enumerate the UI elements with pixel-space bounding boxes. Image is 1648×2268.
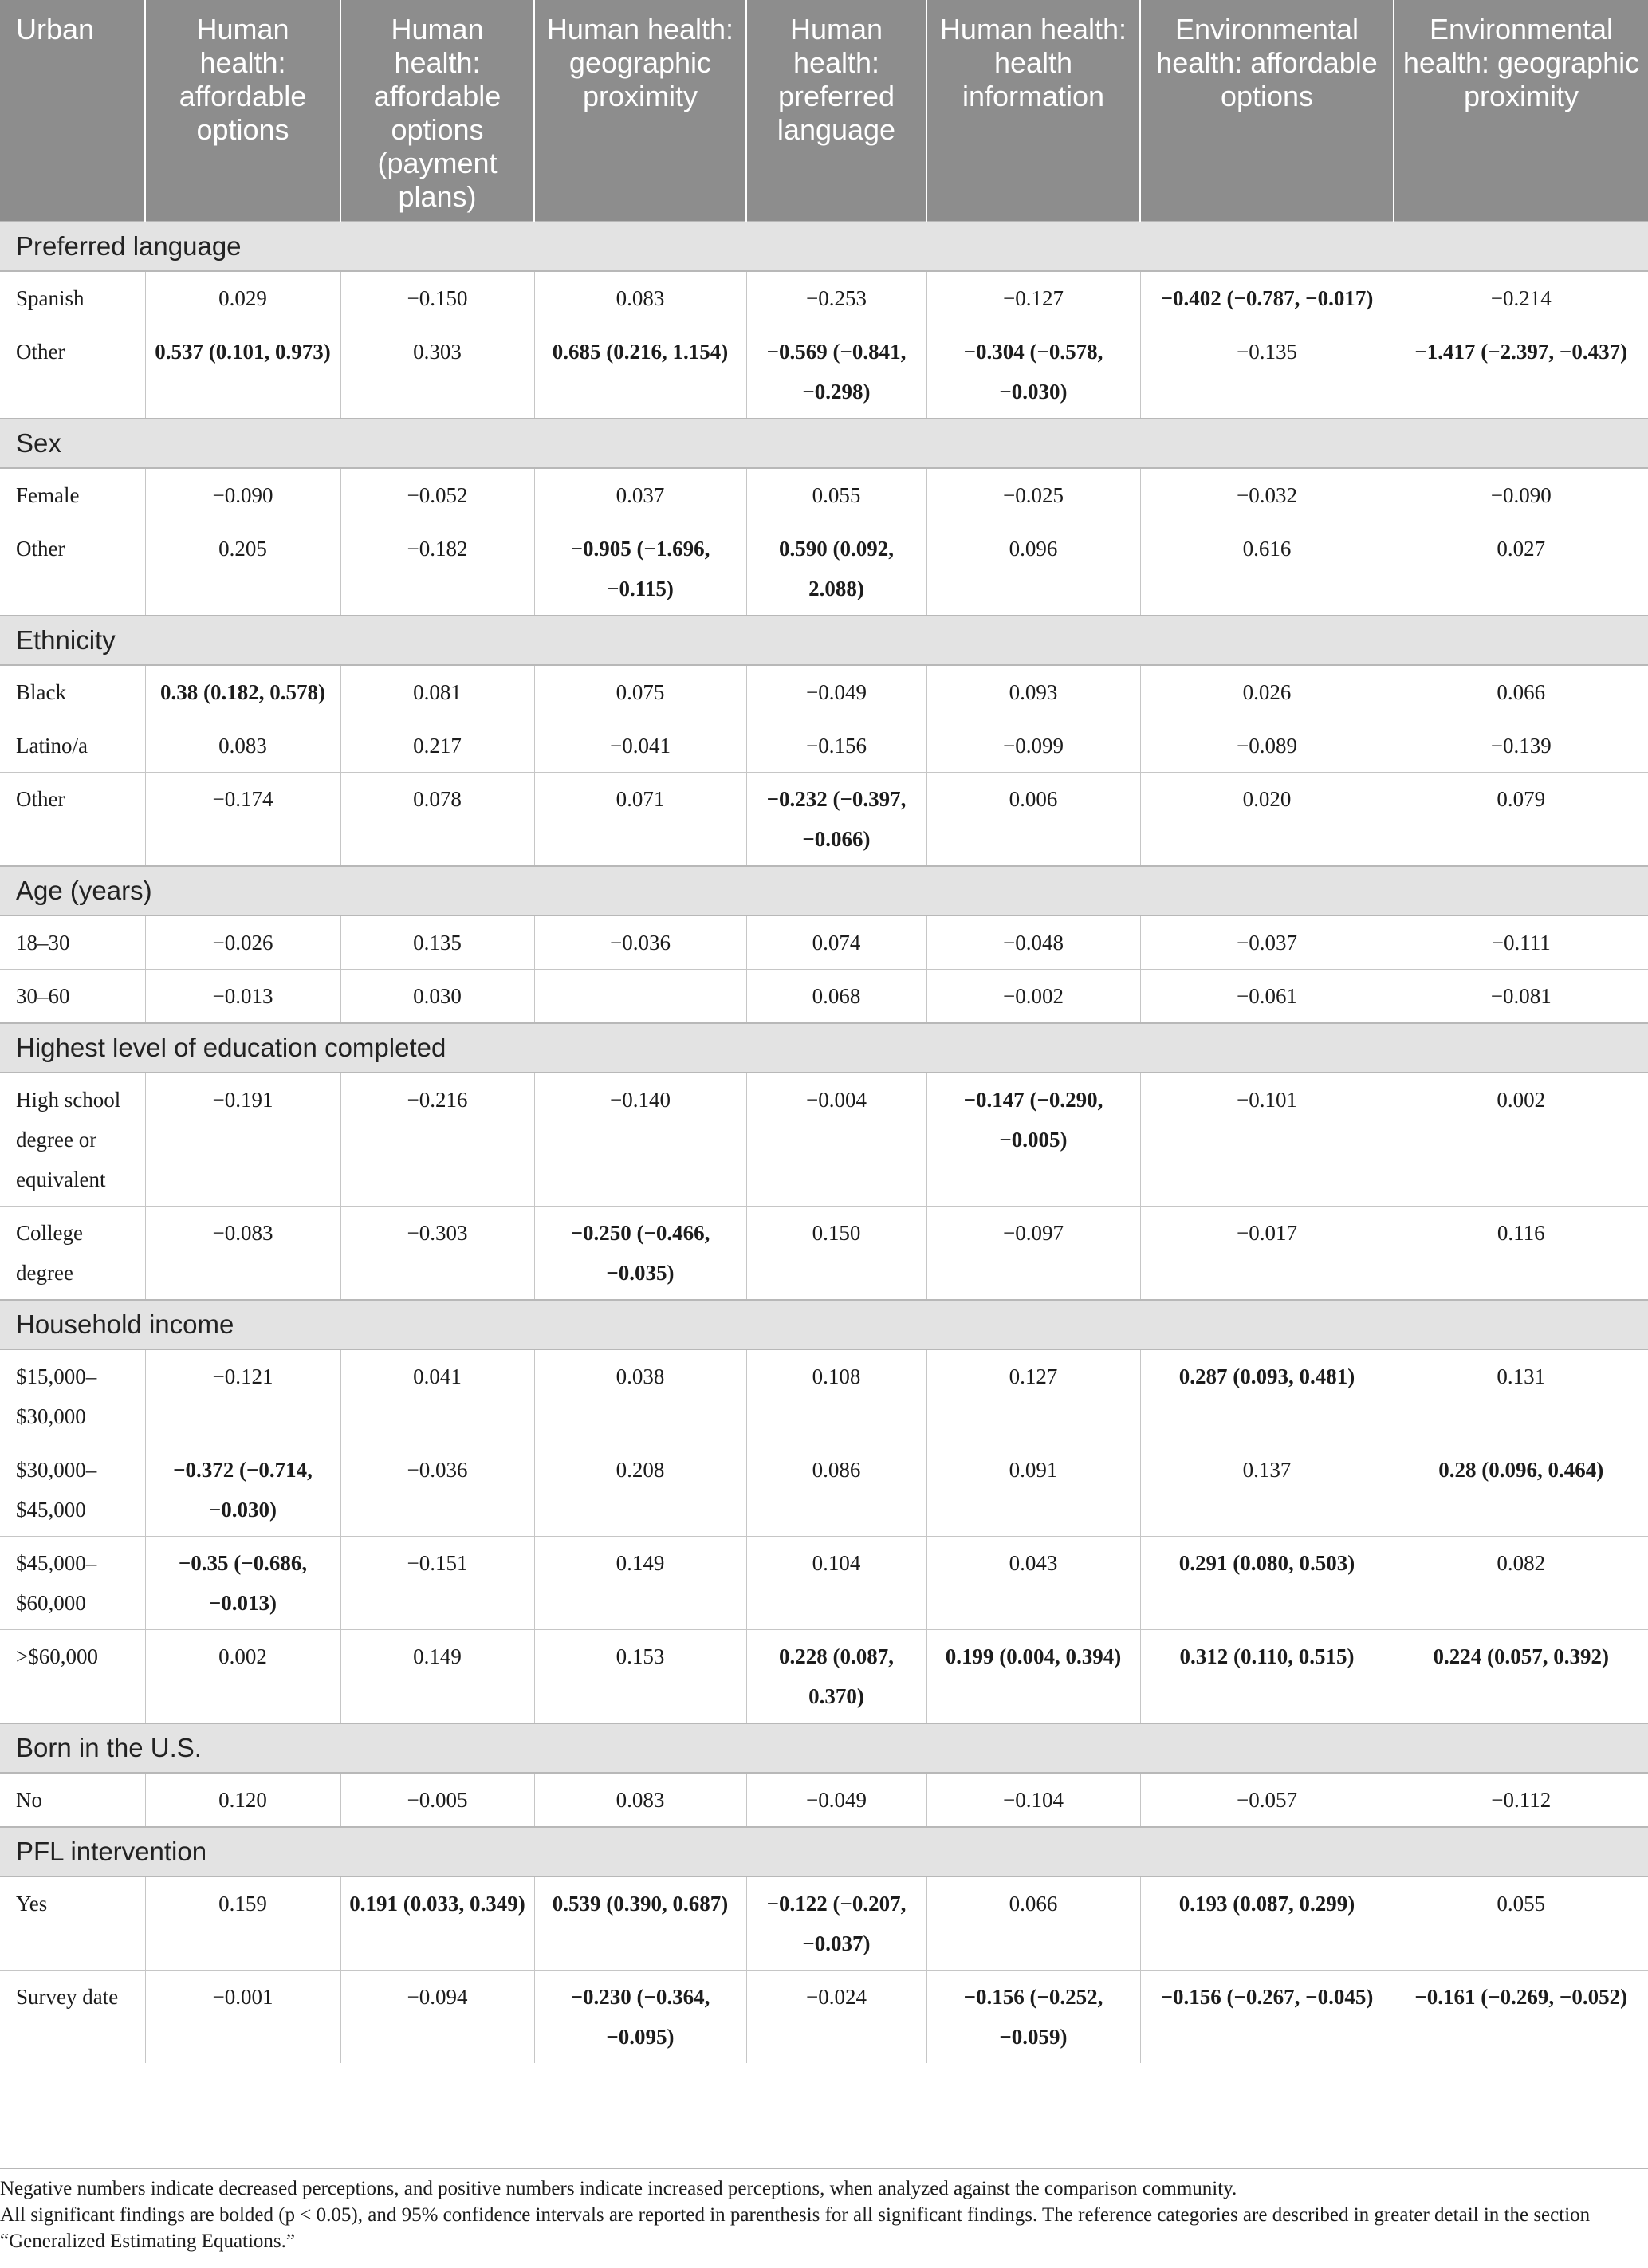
table-cell: −0.037: [1140, 915, 1394, 970]
table-cell: 0.026: [1140, 665, 1394, 719]
table-cell: 0.075: [534, 665, 746, 719]
table-cell: −0.001: [145, 1971, 340, 2064]
header-cell: Human health: affordable options: [145, 0, 340, 222]
table-row: [0, 1876, 1648, 1971]
table-cell: −0.090: [1394, 468, 1648, 522]
header-cell: Human health: preferred language: [746, 0, 926, 222]
table-cell: 0.029: [145, 271, 340, 325]
table-cell: 0.055: [1394, 1876, 1648, 1971]
row-label: College degree: [0, 1207, 145, 1301]
table-cell: −0.253: [746, 271, 926, 325]
table-cell: 0.104: [746, 1537, 926, 1630]
header-cell: Environmental health: affordable options: [1140, 0, 1394, 222]
row-label: Survey date: [0, 1971, 145, 2064]
table-cell: −0.111: [1394, 915, 1648, 970]
table-row: [0, 773, 1648, 867]
table-cell: 0.108: [746, 1349, 926, 1443]
section-row: [0, 222, 1648, 271]
section-row: [0, 419, 1648, 468]
table-cell: 0.303: [340, 325, 534, 419]
table-cell: 0.027: [1394, 522, 1648, 616]
header-cell: Environmental health: geographic proximity: [1394, 0, 1648, 222]
table-cell: −0.099: [926, 719, 1140, 773]
table-cell: 0.217: [340, 719, 534, 773]
table-cell: −0.041: [534, 719, 746, 773]
table-cell: −0.057: [1140, 1773, 1394, 1827]
table-cell: −0.139: [1394, 719, 1648, 773]
table-row: [0, 1537, 1648, 1630]
table-cell: 0.006: [926, 773, 1140, 867]
table-cell: 0.116: [1394, 1207, 1648, 1301]
table-cell: 0.616: [1140, 522, 1394, 616]
row-label: 30–60: [0, 970, 145, 1024]
table-cell: 0.068: [746, 970, 926, 1024]
table-cell: 0.150: [746, 1207, 926, 1301]
table-row: [0, 522, 1648, 616]
table-cell: 0.055: [746, 468, 926, 522]
section-title: Ethnicity: [0, 616, 1648, 665]
row-label: $45,000– $60,000: [0, 1537, 145, 1630]
section-title: Sex: [0, 419, 1648, 468]
table-row: [0, 1630, 1648, 1724]
row-label: Latino/a: [0, 719, 145, 773]
table-cell: 0.074: [746, 915, 926, 970]
section-row: [0, 616, 1648, 665]
table-cell: −0.250 (−0.466, −0.035): [534, 1207, 746, 1301]
table-cell: −0.147 (−0.290, −0.005): [926, 1073, 1140, 1207]
table-cell: −0.161 (−0.269, −0.052): [1394, 1971, 1648, 2064]
header-cell: Human health: affordable options (payment plans): [340, 0, 534, 222]
table-cell: 0.208: [534, 1443, 746, 1537]
table-cell: 0.149: [340, 1630, 534, 1724]
table-cell: 0.037: [534, 468, 746, 522]
section-title: Born in the U.S.: [0, 1723, 1648, 1773]
section-row: [0, 1300, 1648, 1349]
row-label: Black: [0, 665, 145, 719]
table-cell: −0.104: [926, 1773, 1140, 1827]
row-label: Yes: [0, 1876, 145, 1971]
table-cell: 0.191 (0.033, 0.349): [340, 1876, 534, 1971]
table-cell: 0.002: [1394, 1073, 1648, 1207]
table-row: [0, 915, 1648, 970]
table-body: [0, 222, 1648, 2063]
table-cell: 0.539 (0.390, 0.687): [534, 1876, 746, 1971]
row-label: $15,000– $30,000: [0, 1349, 145, 1443]
table-cell: −0.083: [145, 1207, 340, 1301]
table-cell: −0.402 (−0.787, −0.017): [1140, 271, 1394, 325]
table-cell: −0.002: [926, 970, 1140, 1024]
table-cell: −0.024: [746, 1971, 926, 2064]
section-title: Household income: [0, 1300, 1648, 1349]
table-header: [0, 0, 1648, 222]
table-cell: −0.905 (−1.696, −0.115): [534, 522, 746, 616]
table-cell: −0.214: [1394, 271, 1648, 325]
table-cell: 0.291 (0.080, 0.503): [1140, 1537, 1394, 1630]
table-cell: 0.041: [340, 1349, 534, 1443]
table-cell: −0.036: [534, 915, 746, 970]
table-cell: 0.287 (0.093, 0.481): [1140, 1349, 1394, 1443]
table-cell: −0.150: [340, 271, 534, 325]
table-cell: −0.121: [145, 1349, 340, 1443]
table-cell: −0.135: [1140, 325, 1394, 419]
table-cell: −0.304 (−0.578, −0.030): [926, 325, 1140, 419]
table-cell: 0.127: [926, 1349, 1140, 1443]
table-cell: −0.191: [145, 1073, 340, 1207]
table-row: [0, 1443, 1648, 1537]
table-cell: 0.153: [534, 1630, 746, 1724]
header-cell-urban: Urban: [0, 0, 145, 222]
section-title: Preferred language: [0, 222, 1648, 271]
table-cell: −0.036: [340, 1443, 534, 1537]
table-cell: 0.078: [340, 773, 534, 867]
table-cell: 0.043: [926, 1537, 1140, 1630]
section-row: [0, 866, 1648, 915]
table-cell: 0.086: [746, 1443, 926, 1537]
table-footnotes: [0, 2168, 1648, 2254]
table-cell: 0.224 (0.057, 0.392): [1394, 1630, 1648, 1724]
table-cell: −0.230 (−0.364, −0.095): [534, 1971, 746, 2064]
table-cell: −0.097: [926, 1207, 1140, 1301]
table-cell: −0.048: [926, 915, 1140, 970]
header-cell: Human health: health information: [926, 0, 1140, 222]
table-cell: 0.030: [340, 970, 534, 1024]
table-row: [0, 1073, 1648, 1207]
table-row: [0, 1971, 1648, 2064]
table-cell: 0.038: [534, 1349, 746, 1443]
table-row: [0, 271, 1648, 325]
table-cell: 0.083: [534, 271, 746, 325]
table-cell: 0.096: [926, 522, 1140, 616]
table-cell: 0.193 (0.087, 0.299): [1140, 1876, 1394, 1971]
table-cell: −0.005: [340, 1773, 534, 1827]
table-cell: −0.101: [1140, 1073, 1394, 1207]
header-row: [0, 0, 1648, 222]
table-cell: −0.156: [746, 719, 926, 773]
table-cell: 0.066: [926, 1876, 1140, 1971]
table-row: [0, 325, 1648, 419]
table-cell: 0.590 (0.092, 2.088): [746, 522, 926, 616]
row-label: 18–30: [0, 915, 145, 970]
header-cell: Human health: geographic proximity: [534, 0, 746, 222]
table-cell: −0.174: [145, 773, 340, 867]
section-row: [0, 1023, 1648, 1073]
table-cell: 0.685 (0.216, 1.154): [534, 325, 746, 419]
table-cell: −0.052: [340, 468, 534, 522]
table-cell: 0.228 (0.087, 0.370): [746, 1630, 926, 1724]
footnote: Negative numbers indicate decreased perceptions, and positive numbers indicate increased perceptions, when analyzed against the comparison community.: [0, 2178, 1237, 2199]
table-cell: 0.093: [926, 665, 1140, 719]
table-cell: 0.149: [534, 1537, 746, 1630]
section-title: Highest level of education completed: [0, 1023, 1648, 1073]
row-label: High school degree or equivalent: [0, 1073, 145, 1207]
table-cell: 0.131: [1394, 1349, 1648, 1443]
table-cell: −0.049: [746, 1773, 926, 1827]
table-cell: 0.137: [1140, 1443, 1394, 1537]
row-label: Female: [0, 468, 145, 522]
table-cell: 0.066: [1394, 665, 1648, 719]
table-cell: −0.569 (−0.841, −0.298): [746, 325, 926, 419]
row-label: Other: [0, 773, 145, 867]
table-cell: 0.071: [534, 773, 746, 867]
table-cell: −0.026: [145, 915, 340, 970]
table-cell: 0.537 (0.101, 0.973): [145, 325, 340, 419]
table-cell: 0.38 (0.182, 0.578): [145, 665, 340, 719]
table-cell: −0.182: [340, 522, 534, 616]
table-cell: 0.081: [340, 665, 534, 719]
row-label: No: [0, 1773, 145, 1827]
table-cell: −0.017: [1140, 1207, 1394, 1301]
table-cell: −0.303: [340, 1207, 534, 1301]
table-cell: −0.061: [1140, 970, 1394, 1024]
table-row: [0, 1773, 1648, 1827]
table-row: [0, 468, 1648, 522]
table-row: [0, 1349, 1648, 1443]
table-cell: 0.091: [926, 1443, 1140, 1537]
table-cell: −0.372 (−0.714, −0.030): [145, 1443, 340, 1537]
table-cell: −0.112: [1394, 1773, 1648, 1827]
table-cell: −0.025: [926, 468, 1140, 522]
table-cell: −0.156 (−0.252, −0.059): [926, 1971, 1140, 2064]
table-cell: −0.151: [340, 1537, 534, 1630]
section-title: PFL intervention: [0, 1827, 1648, 1876]
row-label: >$60,000: [0, 1630, 145, 1724]
section-row: [0, 1827, 1648, 1876]
table-row: [0, 719, 1648, 773]
table-cell: 0.082: [1394, 1537, 1648, 1630]
section-row: [0, 1723, 1648, 1773]
table-row: [0, 1207, 1648, 1301]
table-cell: 0.205: [145, 522, 340, 616]
table-cell: −1.417 (−2.397, −0.437): [1394, 325, 1648, 419]
table-cell: 0.079: [1394, 773, 1648, 867]
table-row: [0, 665, 1648, 719]
table-cell: −0.127: [926, 271, 1140, 325]
table-cell: 0.199 (0.004, 0.394): [926, 1630, 1140, 1724]
table-cell: −0.140: [534, 1073, 746, 1207]
table-cell: 0.083: [145, 719, 340, 773]
row-label: Other: [0, 522, 145, 616]
table-cell: −0.089: [1140, 719, 1394, 773]
table-cell: −0.156 (−0.267, −0.045): [1140, 1971, 1394, 2064]
section-title: Age (years): [0, 866, 1648, 915]
table-cell: −0.032: [1140, 468, 1394, 522]
row-label: Spanish: [0, 271, 145, 325]
table-cell: −0.004: [746, 1073, 926, 1207]
table-cell: 0.28 (0.096, 0.464): [1394, 1443, 1648, 1537]
table-cell: 0.312 (0.110, 0.515): [1140, 1630, 1394, 1724]
table-row: [0, 970, 1648, 1024]
table-cell: 0.020: [1140, 773, 1394, 867]
table-cell: −0.122 (−0.207, −0.037): [746, 1876, 926, 1971]
table-cell: −0.081: [1394, 970, 1648, 1024]
table-cell: 0.120: [145, 1773, 340, 1827]
row-label: $30,000– $45,000: [0, 1443, 145, 1537]
table-cell: −0.216: [340, 1073, 534, 1207]
table-cell: −0.094: [340, 1971, 534, 2064]
table-cell: 0.002: [145, 1630, 340, 1724]
table-cell: −0.049: [746, 665, 926, 719]
table-cell: 0.159: [145, 1876, 340, 1971]
table-cell: −0.232 (−0.397, −0.066): [746, 773, 926, 867]
table-cell: −0.013: [145, 970, 340, 1024]
table-cell: 0.083: [534, 1773, 746, 1827]
table-cell: −0.090: [145, 468, 340, 522]
table-cell: −0.35 (−0.686, −0.013): [145, 1537, 340, 1630]
table-cell: [534, 970, 746, 1024]
table-cell: 0.135: [340, 915, 534, 970]
footnote: All significant findings are bolded (p < 0.05), and 95% confidence intervals are reported in parenthesis for all significant findings. The reference categories are described in greater detail in the section “Generalized Estimating Equations.”: [0, 2204, 1591, 2252]
row-label: Other: [0, 325, 145, 419]
